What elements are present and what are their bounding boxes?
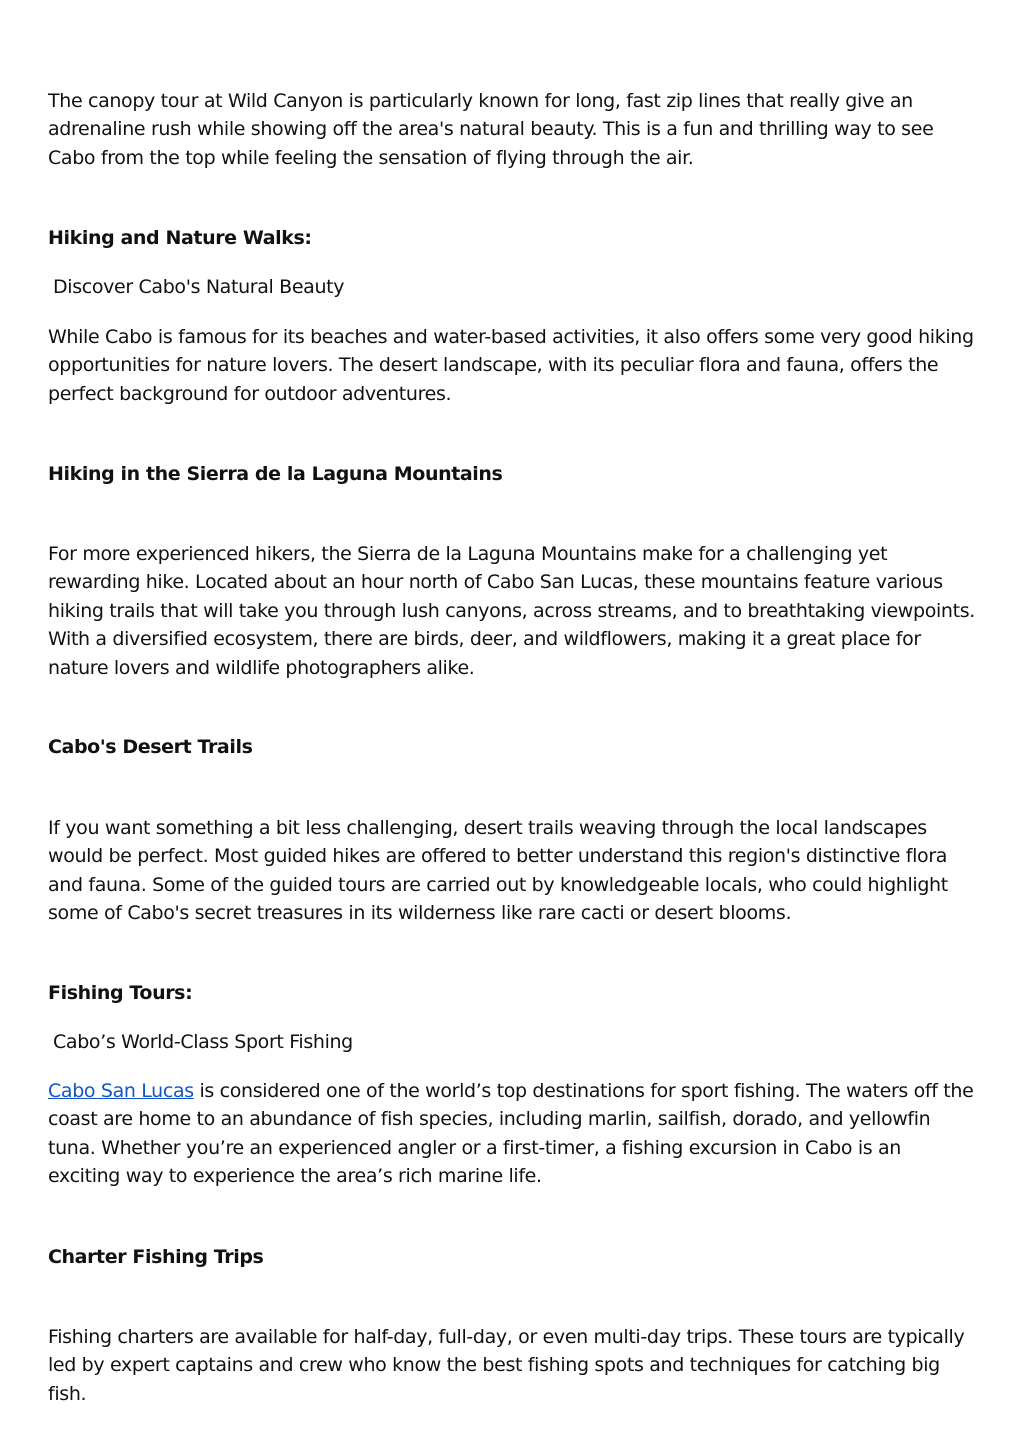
hiking-subheading: Discover Cabo's Natural Beauty [53, 276, 345, 298]
charter-paragraph: Fishing charters are available for half-day, full-day, or even multi-day trips. These tours are typically led by expert captains and crew who know the best fishing spots and techniques for catching big fish. [48, 1326, 965, 1405]
canopy-tour-paragraph: The canopy tour at Wild Canyon is particularly known for long, fast zip lines that really give an adrenaline rush while showing off the area's natural beauty. This is a fun and thrilling way to see Cabo from the top while feeling the sensation of flying through the air. [48, 90, 934, 169]
fishing-subheading: Cabo’s World-Class Sport Fishing [53, 1031, 353, 1053]
fishing-paragraph-text: is considered one of the world’s top destinations for sport fishing. The waters off the coast are home to an abundance of fish species, including marlin, sailfish, dorado, and yellowfin tuna. Whether you’re an experienced angler or a first-timer, a fishing excursion in Cabo is an exciting way to experience the area’s rich marine life. [48, 1080, 974, 1188]
sierra-heading: Hiking in the Sierra de la Laguna Mountains [48, 463, 503, 485]
hiking-heading: Hiking and Nature Walks: [48, 227, 312, 249]
sierra-paragraph: For more experienced hikers, the Sierra de la Laguna Mountains make for a challenging yet rewarding hike. Located about an hour north of Cabo San Lucas, these mountains feature various hiking trails that will take you through lush canyons, across streams, and to breathtaking viewpoints. With a diversified ecosystem, there are birds, deer, and wildflowers, making it a great place for nature lovers and wildlife photographers alike. [48, 543, 975, 679]
desert-trails-heading: Cabo's Desert Trails [48, 736, 253, 758]
cabo-san-lucas-link[interactable]: Cabo San Lucas [48, 1080, 194, 1102]
charter-heading: Charter Fishing Trips [48, 1246, 264, 1268]
fishing-paragraph [48, 1077, 976, 1191]
desert-trails-paragraph: If you want something a bit less challenging, desert trails weaving through the local landscapes would be perfect. Most guided hikes are offered to better understand this region's distinctive flora and fauna. Some of the guided tours are carried out by knowledgeable locals, who could highlight some of Cabo's secret treasures in its wilderness like rare cacti or desert blooms. [48, 817, 948, 925]
fishing-heading: Fishing Tours: [48, 982, 193, 1004]
hiking-paragraph: While Cabo is famous for its beaches and water-based activities, it also offers some very good hiking opportunities for nature lovers. The desert landscape, with its peculiar flora and fauna, offers the perfect background for outdoor adventures. [48, 326, 974, 405]
